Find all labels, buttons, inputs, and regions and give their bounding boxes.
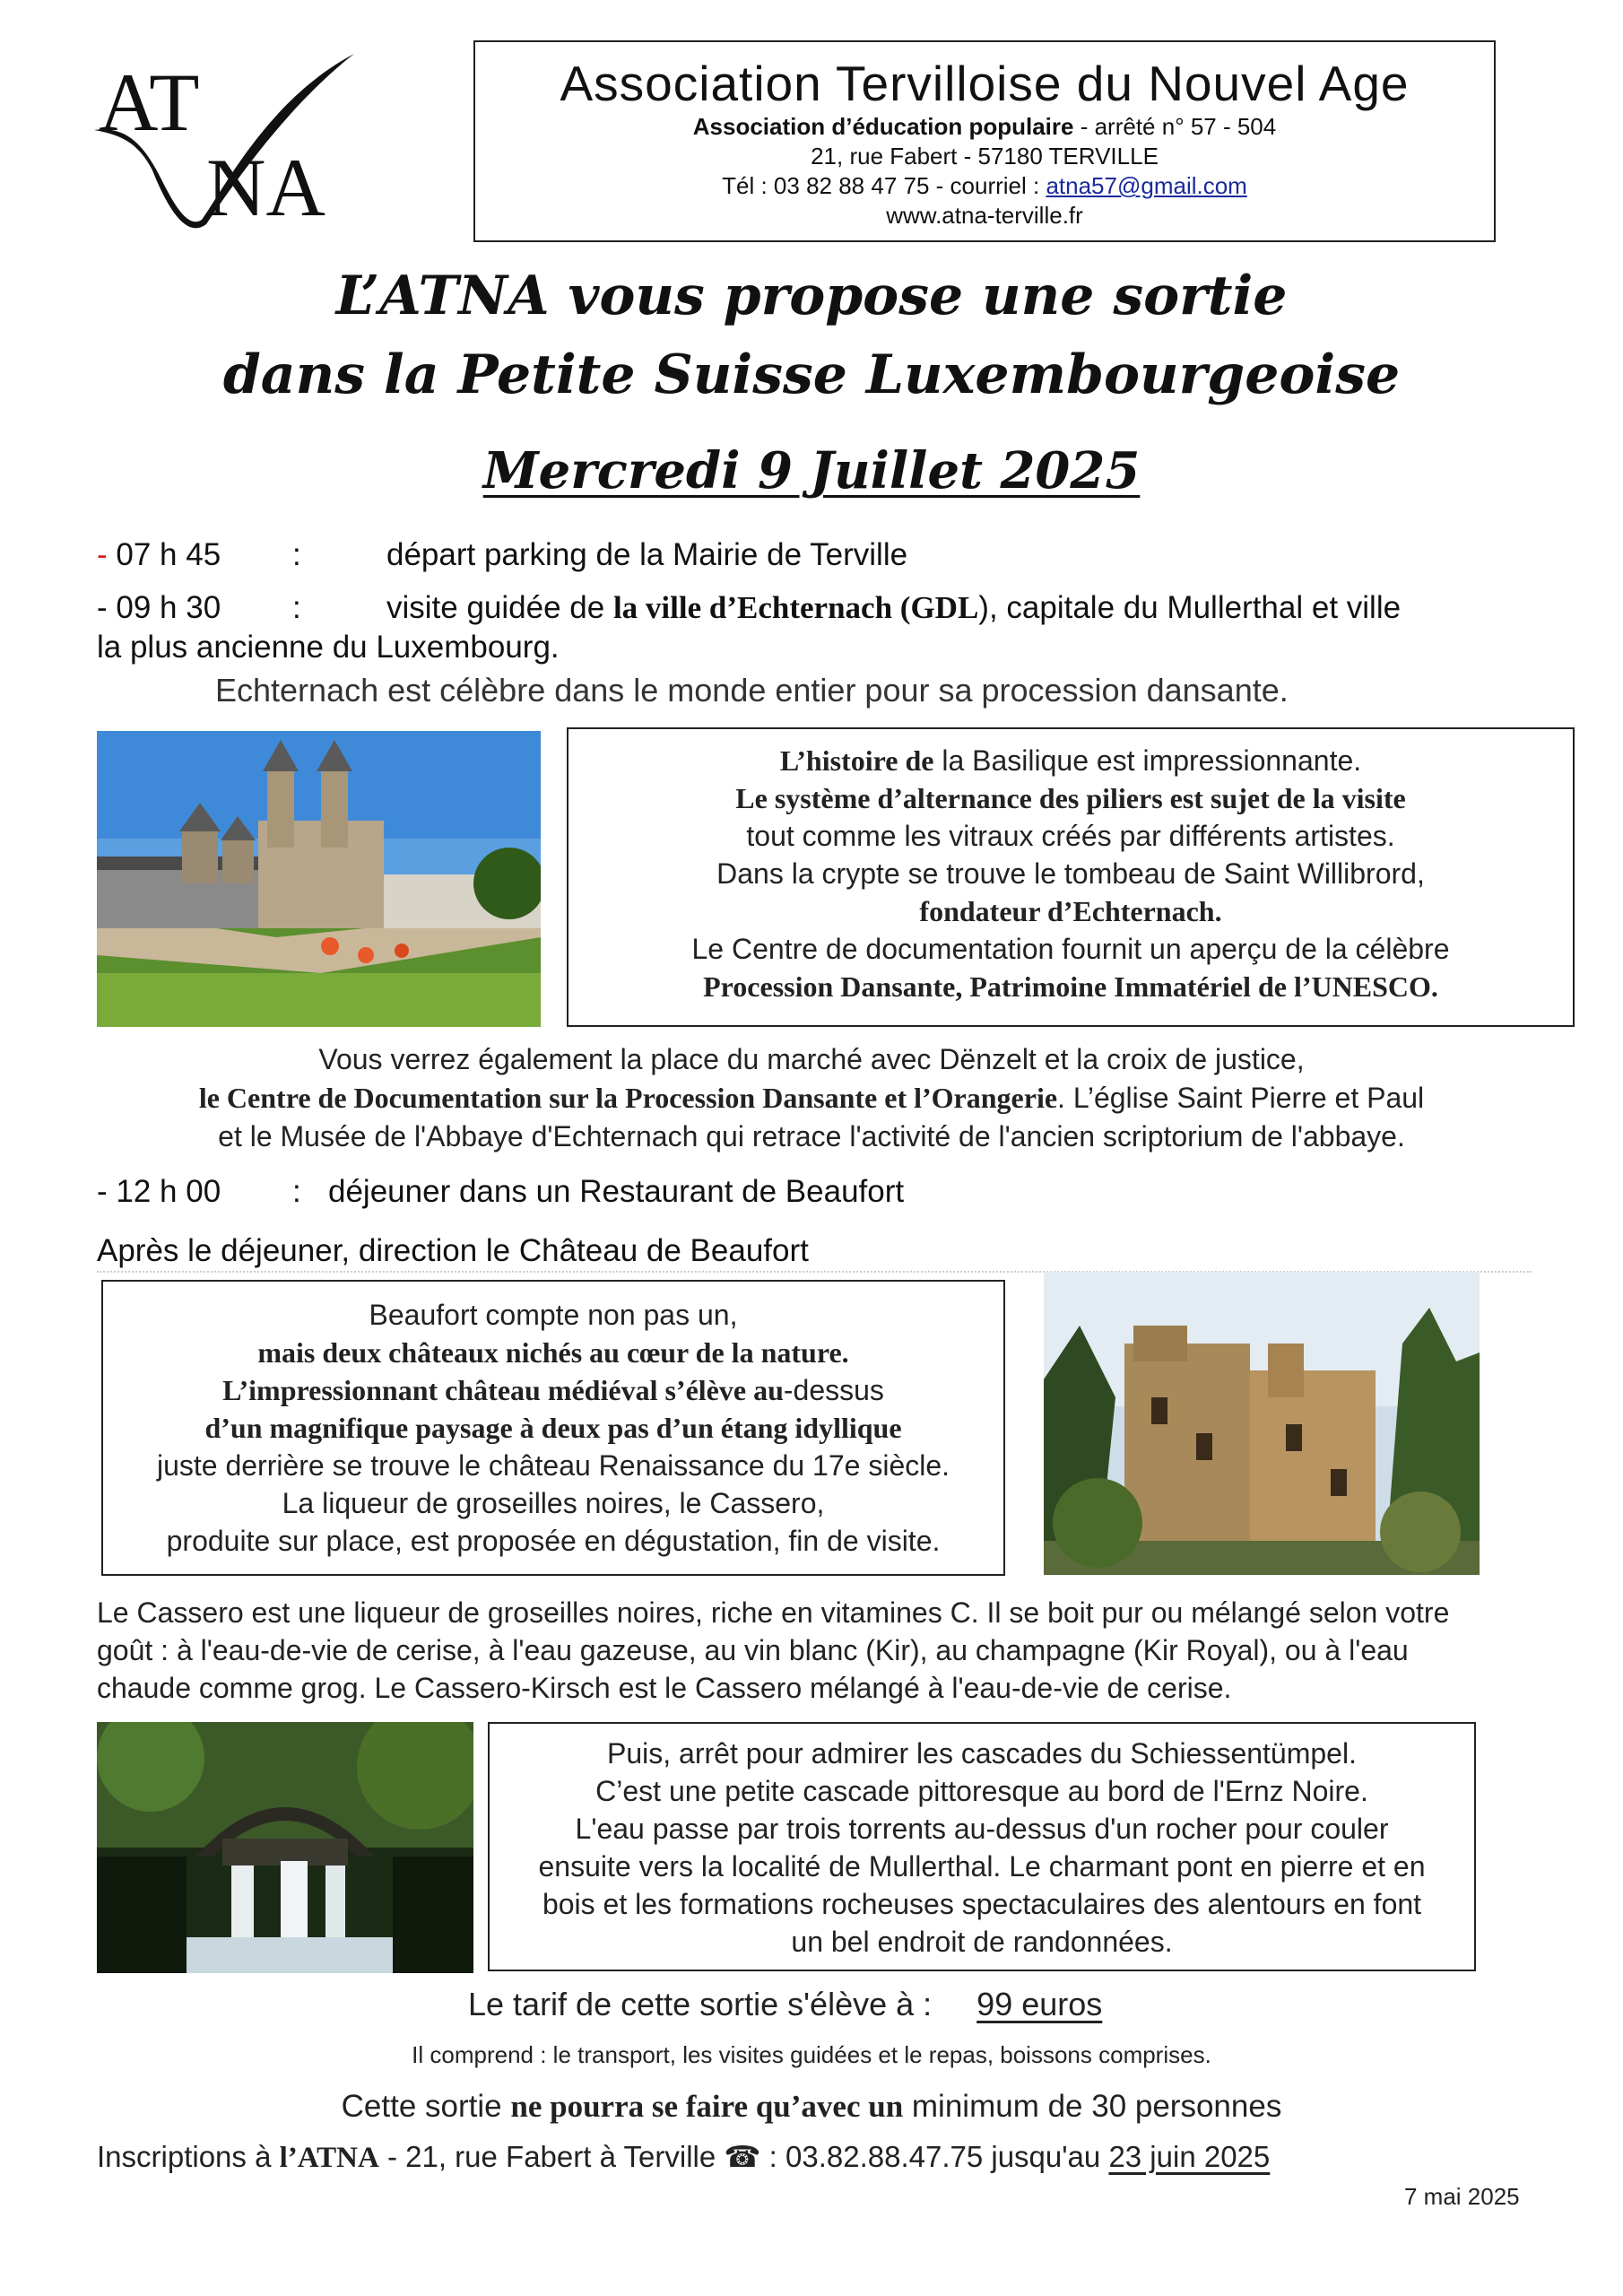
schedule-separator: : xyxy=(292,537,301,572)
minimum-b: minimum de 30 personnes xyxy=(903,2089,1282,2124)
basilique-line-1-rest: la Basilique est impressionnante. xyxy=(933,744,1362,777)
schedule-text: déjeuner dans un Restaurant de Beaufort xyxy=(328,1174,905,1209)
title-line-1: L’ATNA vous propose une sortie xyxy=(335,265,1288,327)
minimum-a: Cette sortie xyxy=(341,2089,511,2124)
price-line xyxy=(468,1984,1102,2025)
beaufort-line-1: Beaufort compte non pas un, xyxy=(369,1299,738,1331)
registration-b: - 21, rue Fabert à Terville xyxy=(378,2140,725,2173)
schedule-time: - 09 h 30 xyxy=(97,590,221,625)
minimum-participants xyxy=(0,2086,1623,2127)
registration-a: Inscriptions à xyxy=(97,2140,280,2173)
schedule-separator: : xyxy=(292,1174,301,1209)
association-contact xyxy=(475,171,1494,201)
cascade-line-5: bois et les formations rocheuses spectaculaires des alentours en font xyxy=(542,1888,1422,1920)
event-date: Mercredi 9 Juillet 2025 xyxy=(482,441,1141,500)
schedule-time: 07 h 45 xyxy=(107,537,221,572)
visit-text-c: la plus ancienne du Luxembourg. xyxy=(97,630,560,665)
also-see-line-2-rest: . L’église Saint Pierre et Paul xyxy=(1057,1082,1425,1114)
association-status xyxy=(475,112,1494,142)
cascade-line-6: un bel endroit de randonnées. xyxy=(791,1926,1173,1958)
also-see-paragraph xyxy=(0,1040,1623,1156)
echternach-fame: Echternach est célèbre dans le monde entier pour sa procession dansante. xyxy=(215,672,1289,709)
beaufort-line-6: La liqueur de groseilles noires, le Cassero, xyxy=(282,1487,825,1519)
schedule-item-visit xyxy=(97,588,1532,667)
cascade-photo xyxy=(97,1722,473,1973)
document-date: 7 mai 2025 xyxy=(1404,2183,1520,2210)
beaufort-line-5: juste derrière se trouve le château Renaissance du 17e siècle. xyxy=(156,1449,950,1482)
cascade-line-2: C’est une petite cascade pittoresque au bord de l'Ernz Noire. xyxy=(595,1775,1368,1807)
association-name: Association Tervilloise du Nouvel Age xyxy=(560,56,1410,111)
logo-letters-bottom: NA xyxy=(206,142,325,233)
also-see-line-2-bold: le Centre de Documentation sur la Procession Dansante et l’Orangerie xyxy=(198,1082,1058,1114)
contact-prefix: Tél : 03 82 88 47 75 - courriel : xyxy=(722,172,1046,199)
association-status-bold: Association d’éducation populaire xyxy=(692,113,1074,140)
schedule-separator: : xyxy=(292,590,301,625)
registration-line xyxy=(97,2137,1270,2178)
after-lunch: Après le déjeuner, direction le Château de Beaufort xyxy=(97,1233,809,1268)
cassero-paragraph xyxy=(97,1594,1567,1707)
logo-letters-top: AT xyxy=(99,57,200,148)
basilique-line-5: fondateur d’Echternach. xyxy=(919,895,1222,927)
beaufort-castle-photo xyxy=(1044,1272,1480,1575)
price-includes: Il comprend : le transport, les visites guidées et le repas, boissons comprises. xyxy=(412,2041,1211,2068)
schedule-text xyxy=(386,588,1401,628)
also-see-line-2 xyxy=(0,1079,1623,1118)
atna-logo xyxy=(90,45,368,233)
association-decree: - arrêté n° 57 - 504 xyxy=(1073,113,1277,140)
association-header xyxy=(473,40,1496,242)
basilique-line-4: Dans la crypte se trouve le tombeau de Saint Willibrord, xyxy=(716,857,1425,890)
cassero-line-1: Le Cassero est une liqueur de groseilles noires, riche en vitamines C. Il se boit pur ou mélangé selon votre xyxy=(97,1596,1450,1629)
cascade-line-4: ensuite vers la localité de Mullerthal. Le charmant pont en pierre et en xyxy=(538,1850,1426,1883)
beaufort-line-4: d’un magnifique paysage à deux pas d’un étang idyllique xyxy=(204,1412,902,1444)
cassero-line-2: goût : à l'eau-de-vie de cerise, à l'eau gazeuse, au vin blanc (Kir), au champagne (Kir Royal), ou à l'eau xyxy=(97,1634,1409,1666)
visit-text-bold: la ville d’Echternach (GDL xyxy=(612,590,979,625)
beaufort-line-3-bold: L’impressionnant château médiéval s’élève au xyxy=(222,1374,784,1406)
schedule-dash: - xyxy=(97,537,108,572)
beaufort-line-2: mais deux châteaux nichés au cœur de la nature. xyxy=(257,1336,849,1369)
basilique-photo xyxy=(97,731,541,1027)
minimum-bold: ne pourra se faire qu’avec un xyxy=(510,2089,904,2124)
basilique-line-1-bold: L’histoire de xyxy=(779,744,934,777)
registration-bold: l’ATNA xyxy=(279,2142,379,2174)
registration-deadline: 23 juin 2025 xyxy=(1108,2140,1271,2173)
beaufort-description xyxy=(101,1280,1005,1576)
schedule-time: - 12 h 00 xyxy=(97,1174,221,1209)
also-see-line-3: et le Musée de l'Abbaye d'Echternach qui retrace l'activité de l'ancien scriptorium de l'abbaye. xyxy=(218,1120,1405,1152)
cassero-line-3: chaude comme grog. Le Cassero-Kirsch est le Cassero mélangé à l'eau-de-vie de cerise. xyxy=(97,1672,1232,1704)
cascade-line-1: Puis, arrêt pour admirer les cascades du Schiessentümpel. xyxy=(607,1737,1357,1770)
schedule-item-departure xyxy=(97,535,908,575)
title-line-2: dans la Petite Suisse Luxembourgeoise xyxy=(222,344,1401,406)
phone-icon: ☎ xyxy=(724,2140,761,2173)
association-address: 21, rue Fabert - 57180 TERVILLE xyxy=(811,143,1159,170)
basilique-description xyxy=(567,727,1575,1027)
also-see-line-1: Vous verrez également la place du marché avec Dënzelt et la croix de justice, xyxy=(318,1043,1305,1075)
beaufort-line-3-rest: -dessus xyxy=(783,1374,884,1406)
beaufort-line-7: produite sur place, est proposée en dégustation, fin de visite. xyxy=(166,1525,941,1557)
website-link[interactable]: www.atna-terville.fr xyxy=(886,202,1083,229)
basilique-line-6: Le Centre de documentation fournit un aperçu de la célèbre xyxy=(691,933,1450,965)
cascade-description xyxy=(488,1722,1476,1971)
cascade-line-3: L'eau passe par trois torrents au-dessus d'un rocher pour couler xyxy=(575,1813,1389,1845)
basilique-line-3: tout comme les vitraux créés par différents artistes. xyxy=(746,820,1395,852)
price-value: 99 euros xyxy=(976,1986,1103,2022)
email-link[interactable]: atna57@gmail.com xyxy=(1046,172,1247,199)
beaufort-line-3 xyxy=(103,1371,1003,1409)
registration-c: : 03.82.88.47.75 jusqu'au xyxy=(760,2140,1109,2173)
visit-text-a: visite guidée de xyxy=(386,590,613,625)
price-label: Le tarif de cette sortie s'élève à : xyxy=(468,1986,933,2022)
basilique-line-7: Procession Dansante, Patrimoine Immatériel de l’UNESCO. xyxy=(703,970,1438,1003)
basilique-line-2: Le système d’alternance des piliers est sujet de la visite xyxy=(735,782,1406,814)
schedule-text: départ parking de la Mairie de Terville xyxy=(386,537,908,572)
schedule-item-lunch xyxy=(97,1172,905,1212)
visit-text-b: ), capitale du Mullerthal et ville xyxy=(978,590,1402,625)
basilique-line-1 xyxy=(568,742,1573,779)
